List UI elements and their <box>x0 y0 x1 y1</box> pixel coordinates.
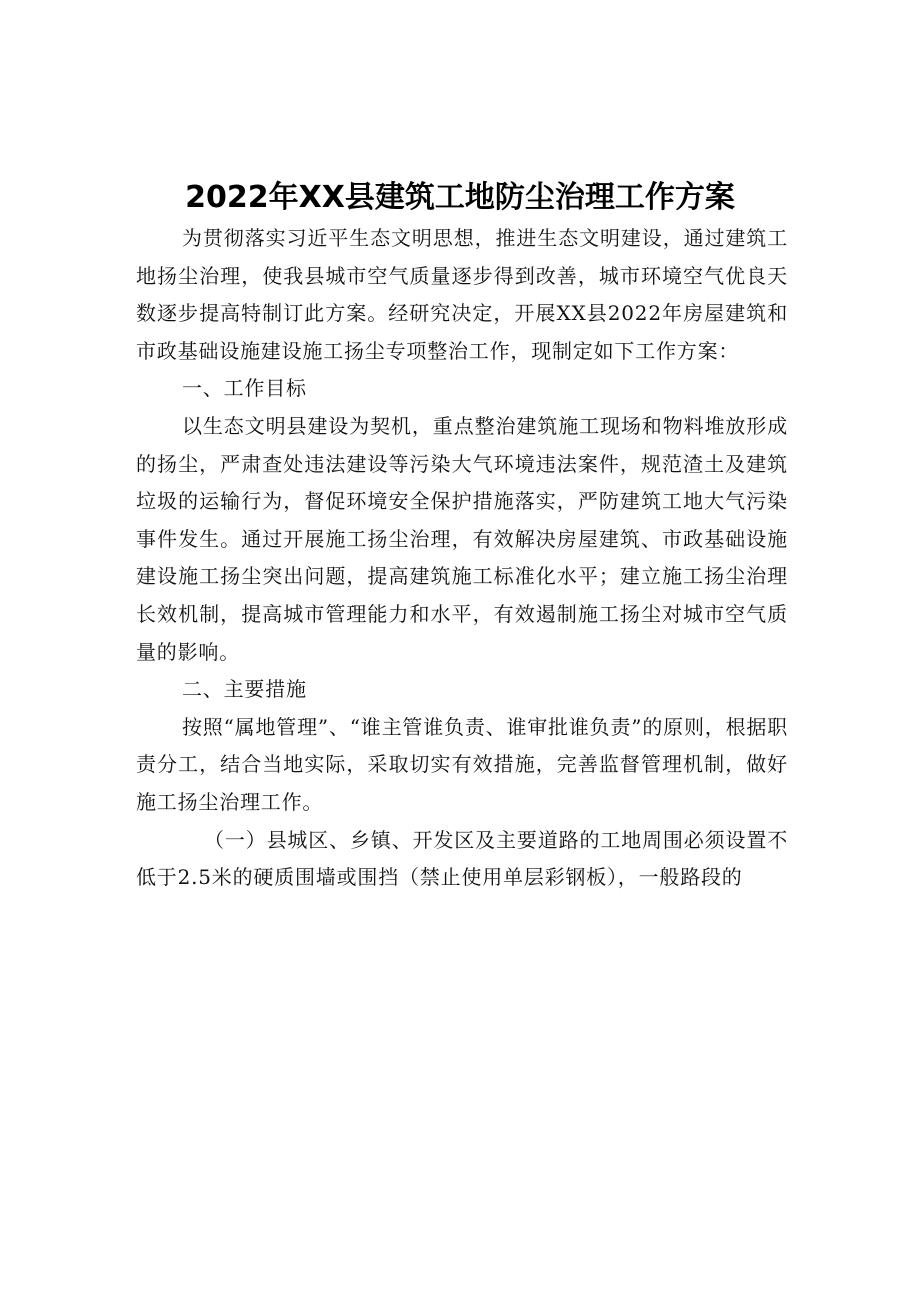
document-title: 2022年XX县建筑工地防尘治理工作方案 <box>185 180 735 215</box>
document-body <box>136 220 788 897</box>
intro-paragraph: 为贯彻落实习近平生态文明思想，推进生态文明建设，通过建筑工地扬尘治理，使我县城市空气质量逐步得到改善，城市环境空气优良天数逐步提高特制订此方案。经研究决定，开展XX县2022年房屋建筑和市政基础设施建设施工扬尘专项整治工作，现制定如下工作方案： <box>136 226 788 363</box>
section-heading-goals: 一、工作目标 <box>182 376 307 401</box>
measure-item-1-paragraph: （一）县城区、乡镇、开发区及主要道路的工地周围必须设置不低于2.5米的硬质围墙或围挡（禁止使用单层彩钢板），一般路段的 <box>136 827 788 890</box>
section-heading-measures: 二、主要措施 <box>182 677 307 702</box>
goals-paragraph: 以生态文明县建设为契机，重点整治建筑施工现场和物料堆放形成的扬尘，严肃查处违法建设等污染大气环境违法案件，规范渣土及建筑垃圾的运输行为，督促环境安全保护措施落实，严防建筑工地大气污染事件发生。通过开展施工扬尘治理，有效解决房屋建筑、市政基础设施建设施工扬尘突出问题，提高建筑施工标准化水平；建立施工扬尘治理长效机制，提高城市管理能力和水平，有效遏制施工扬尘对城市空气质量的影响。 <box>136 413 788 664</box>
measures-paragraph: 按照“属地管理”、“谁主管谁负责、谁审批谁负责”的原则，根据职责分工，结合当地实际，采取切实有效措施，完善监督管理机制，做好施工扬尘治理工作。 <box>136 714 788 814</box>
